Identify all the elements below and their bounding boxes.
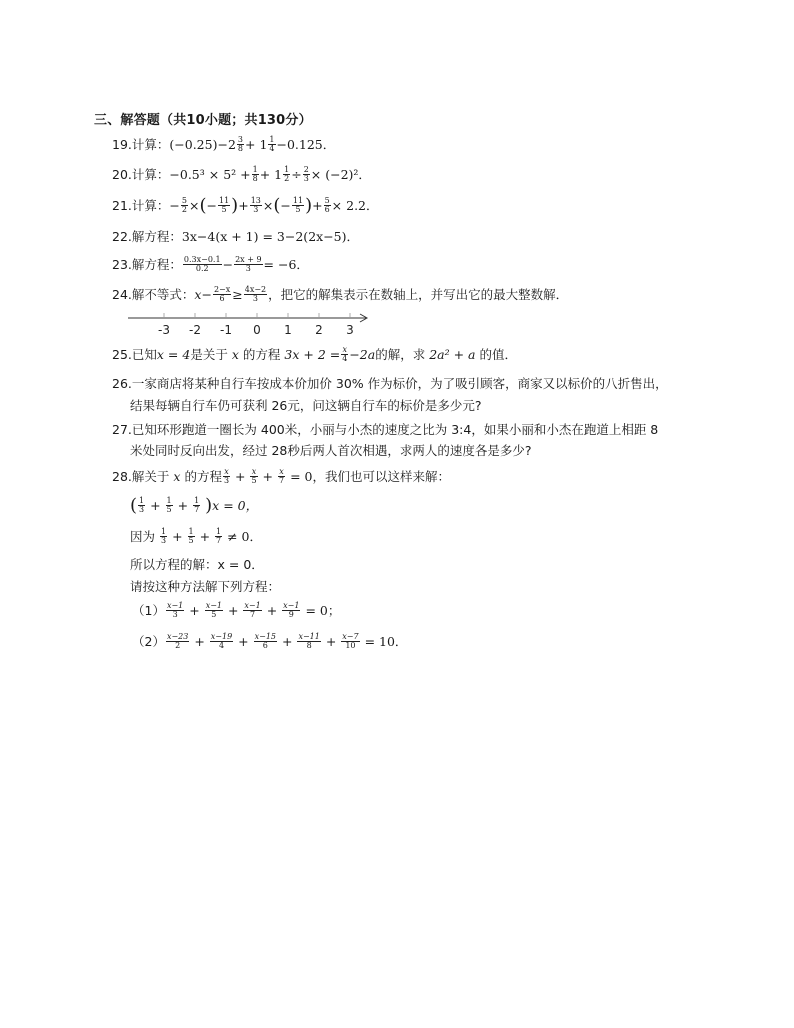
numerator: x−19	[210, 631, 233, 641]
question-text: 的方程	[242, 347, 281, 362]
question-prefix: 解方程：	[131, 229, 182, 244]
fraction	[215, 528, 222, 546]
sub-suffix: = 0；	[305, 603, 341, 618]
denominator: 5	[188, 536, 194, 545]
plus-sign: +	[258, 469, 277, 484]
question-24	[112, 286, 568, 305]
plus-sign: +	[173, 498, 193, 513]
question-text: 是关于	[190, 347, 228, 362]
numerator: 2x + 9	[235, 254, 262, 264]
denominator: 7	[216, 536, 222, 545]
variable: x	[173, 469, 181, 484]
numerator: x−7	[342, 631, 359, 641]
sub2-fractions	[165, 631, 365, 650]
fraction	[292, 197, 304, 215]
expression: = −6．	[263, 257, 309, 272]
plus-sign: +	[185, 603, 204, 618]
number-line	[128, 312, 373, 338]
denominator: 7	[250, 610, 256, 619]
denominator: 3	[252, 294, 258, 303]
fraction	[341, 633, 359, 651]
denominator: 7	[278, 476, 285, 485]
coefficient-fractions	[137, 495, 205, 514]
fraction	[183, 256, 222, 274]
q28-step2	[130, 528, 262, 547]
q28-sub2	[132, 633, 407, 652]
question-prefix: 已知	[131, 347, 157, 362]
question-prefix: 解方程：	[131, 257, 182, 272]
denominator: 3	[139, 505, 145, 514]
paren-close: )	[205, 494, 213, 516]
question-prefix: 计算：	[131, 167, 170, 182]
equation-fractions	[222, 466, 290, 485]
numerator: 0.3x−0.1	[183, 254, 221, 264]
fraction	[193, 497, 200, 515]
question-number: 28.	[112, 469, 132, 484]
tick-label: 3	[346, 323, 354, 337]
question-number: 24.	[112, 287, 132, 302]
question-number: 23.	[112, 257, 132, 272]
denominator: 3	[223, 476, 230, 485]
question-26-line2: 结果每辆自行车仍可获利 26元，问这辆自行车的标价是多少元?	[130, 398, 482, 413]
question-text-line1: 已知环形跑道一圈长为 400米，小丽与小杰的速度之比为 3:4，如果小丽和小杰在跑道上相距 8	[131, 422, 659, 437]
fraction	[188, 528, 195, 546]
plus-sign: +	[262, 603, 282, 618]
denominator: 5	[166, 505, 172, 514]
denominator: 9	[288, 610, 294, 619]
expression: 3x−4(x + 1) = 3−2(2x−5)．	[181, 229, 359, 244]
numerator: 11	[292, 195, 304, 205]
question-suffix: 的值．	[479, 347, 517, 362]
numerator: x−1	[283, 600, 300, 610]
numerator: 1	[166, 495, 172, 505]
fraction	[223, 468, 230, 486]
numerator: x−23	[166, 631, 189, 641]
denominator: 5	[251, 476, 257, 485]
question-27-line2: 米处同时反向出发，经过 28秒后两人首次相遇，求两人的速度各是多少?	[130, 443, 532, 458]
question-prefix: 解关于	[131, 469, 170, 484]
numerator: x	[342, 344, 348, 354]
numerator: x	[279, 466, 284, 476]
expression: ÷	[291, 167, 302, 182]
numerator: x−1	[166, 600, 184, 610]
numerator: x	[251, 466, 257, 476]
fraction	[250, 197, 262, 215]
numerator: 1	[216, 526, 222, 536]
paren-open: (	[199, 194, 207, 216]
paren-close: )	[305, 194, 313, 216]
fraction	[324, 197, 331, 215]
numerator: 2−x	[213, 284, 231, 294]
denominator: 4	[218, 641, 225, 650]
plus-sign: +	[195, 529, 215, 544]
fraction	[243, 602, 261, 620]
tick-label: 1	[284, 323, 292, 337]
numerator: x	[224, 466, 229, 476]
fraction	[250, 468, 257, 486]
numerator: 1	[194, 495, 200, 505]
numerator: 5	[181, 195, 187, 205]
fraction	[254, 633, 277, 651]
denominator: 0.2	[195, 264, 209, 273]
question-21: 21.计算：− $\frac{5}{2}$ ×(− $\frac{11}{5}$ )+ $\frac{13}{3}$ ×(− $\frac{11}{5}$ )+ $\frac{5}{6}$ × 2.2．	[112, 194, 379, 216]
question-text-line1: 一家商店将某种自行车按成本价加价 30% 作为标价，为了吸引顾客，商家又以标价的八折售出，	[131, 376, 668, 391]
fraction	[138, 497, 145, 515]
denominator: 2	[181, 205, 187, 214]
numerator: x−1	[244, 600, 261, 610]
fraction	[341, 346, 348, 364]
denominator: 8	[252, 174, 258, 183]
question-number: 21.	[112, 198, 132, 213]
fraction	[283, 166, 290, 184]
expression: +	[238, 198, 249, 213]
tick-label: -2	[189, 323, 201, 337]
question-prefix: 解不等式：	[131, 287, 195, 302]
denominator: 5	[211, 610, 217, 619]
denominator: 8	[306, 641, 312, 650]
question-number: 26.	[112, 376, 132, 391]
question-number: 20.	[112, 167, 132, 182]
denominator: 5	[221, 205, 227, 214]
fraction	[166, 633, 189, 651]
plus-sign: +	[231, 469, 250, 484]
question-27	[112, 421, 658, 440]
fraction	[297, 633, 320, 651]
question-prefix: 计算：	[131, 137, 170, 152]
sub-label: （2）	[132, 634, 165, 649]
numerator: 4x−2	[244, 284, 267, 294]
plus-sign: +	[321, 634, 341, 649]
fraction	[282, 602, 300, 620]
question-26	[112, 375, 668, 394]
q28-sub1	[132, 602, 340, 621]
number-line-svg	[128, 312, 373, 338]
tick-label: 2	[315, 323, 323, 337]
numerator: 1	[252, 164, 258, 174]
step-text: 因为	[130, 529, 156, 544]
question-28	[112, 468, 450, 487]
question-suffix: = 0，我们也可以这样来解：	[290, 469, 450, 484]
fraction	[213, 286, 231, 304]
coefficient-fractions	[159, 526, 227, 545]
denominator: 6	[219, 294, 225, 303]
expression: ≥	[232, 287, 243, 302]
paren-open: (	[273, 194, 281, 216]
expression: × (−2)²．	[310, 167, 371, 182]
question-23: 23.解方程： $\frac{0.3x-0.1}{0.2}$ − $\frac{2x + 9}{3}$ = −6．	[112, 254, 309, 273]
denominator: 3	[245, 264, 251, 273]
denominator: 7	[194, 505, 200, 514]
denominator: 10	[345, 641, 356, 650]
expression: −0.125．	[276, 137, 336, 152]
question-20	[112, 166, 371, 185]
numerator: 3	[237, 134, 243, 144]
question-22	[112, 228, 359, 247]
fraction	[166, 602, 184, 620]
sub1-fractions	[165, 600, 306, 619]
plus-sign: +	[224, 603, 243, 618]
denominator: 8	[237, 144, 243, 153]
fraction	[160, 528, 167, 546]
question-number: 22.	[112, 229, 132, 244]
denominator: 5	[295, 205, 301, 214]
question-prefix: 计算：	[131, 198, 170, 213]
step-text: x = 0，	[212, 498, 259, 513]
expression: x−	[194, 287, 212, 302]
numerator: x−15	[254, 631, 277, 641]
expression: x = 4	[156, 347, 191, 362]
expression: + 1	[245, 137, 268, 152]
fraction	[278, 468, 285, 486]
numerator: 5	[324, 195, 330, 205]
expression: 2a² + a	[429, 347, 476, 362]
q28-step1	[130, 494, 259, 516]
expression: × 2.2．	[331, 198, 379, 213]
q28-step4: 请按这种方法解下列方程：	[130, 579, 281, 594]
question-19	[112, 136, 335, 155]
expression: −	[169, 198, 180, 213]
numerator: x−1	[205, 600, 222, 610]
plus-sign: +	[278, 634, 297, 649]
tick-label: -1	[220, 323, 232, 337]
expression: +	[312, 198, 323, 213]
fraction	[218, 197, 230, 215]
fraction	[268, 136, 275, 154]
fraction	[252, 166, 259, 184]
question-suffix: ，把它的解集表示在数轴上，并写出它的最大整数解．	[268, 287, 569, 302]
tick-label: 0	[253, 323, 261, 337]
numerator: x−11	[298, 631, 320, 641]
paren-open: (	[130, 494, 138, 516]
expression: ×	[262, 198, 274, 213]
denominator: 3	[253, 205, 259, 214]
denominator: 3	[172, 610, 178, 619]
q28-step3: 所以方程的解：x = 0．	[130, 557, 264, 572]
fraction	[237, 136, 244, 154]
denominator: 2	[175, 641, 181, 650]
fraction	[244, 286, 267, 304]
question-number: 27.	[112, 422, 132, 437]
denominator: 4	[269, 144, 275, 153]
question-text: 的方程	[184, 469, 222, 484]
variable: x	[231, 347, 239, 362]
plus-sign: +	[168, 529, 187, 544]
fraction	[210, 633, 233, 651]
expression: (−0.25)−2	[169, 137, 236, 152]
denominator: 3	[303, 174, 309, 183]
numerator: 13	[250, 195, 261, 205]
denominator: 6	[262, 641, 268, 650]
fraction	[181, 197, 188, 215]
numerator: 1	[188, 526, 194, 536]
tick-label: -3	[158, 323, 170, 337]
fraction	[205, 602, 223, 620]
denominator: 2	[284, 174, 290, 183]
fraction	[166, 497, 173, 515]
denominator: 6	[324, 205, 330, 214]
expression: ×	[188, 198, 200, 213]
sub-label: （1）	[132, 603, 165, 618]
section-title: 三、解答题（共10小题；共130分）	[94, 113, 312, 128]
plus-sign: +	[234, 634, 253, 649]
numerator: 2	[303, 164, 309, 174]
step-text: ≠ 0．	[227, 529, 263, 544]
numerator: 11	[218, 195, 230, 205]
expression: + 1	[259, 167, 283, 182]
expression: −0.5³ × 5² +	[169, 167, 251, 182]
plus-sign: +	[190, 634, 209, 649]
question-text: 的解，求	[375, 347, 426, 362]
question-number: 25.	[112, 347, 132, 362]
question-25	[112, 346, 517, 365]
expression: −2a	[349, 347, 376, 362]
sub-suffix: = 10．	[364, 634, 408, 649]
denominator: 3	[161, 536, 167, 545]
numerator: 1	[139, 495, 145, 505]
paren-close: )	[231, 194, 239, 216]
plus-sign: +	[146, 498, 165, 513]
numerator: 1	[284, 164, 290, 174]
numerator: 1	[161, 526, 167, 536]
numerator: 1	[269, 134, 275, 144]
fraction	[234, 256, 262, 274]
question-number: 19.	[112, 137, 132, 152]
fraction	[303, 166, 310, 184]
expression: 3x + 2 =	[284, 347, 341, 362]
denominator: 4	[342, 354, 348, 363]
